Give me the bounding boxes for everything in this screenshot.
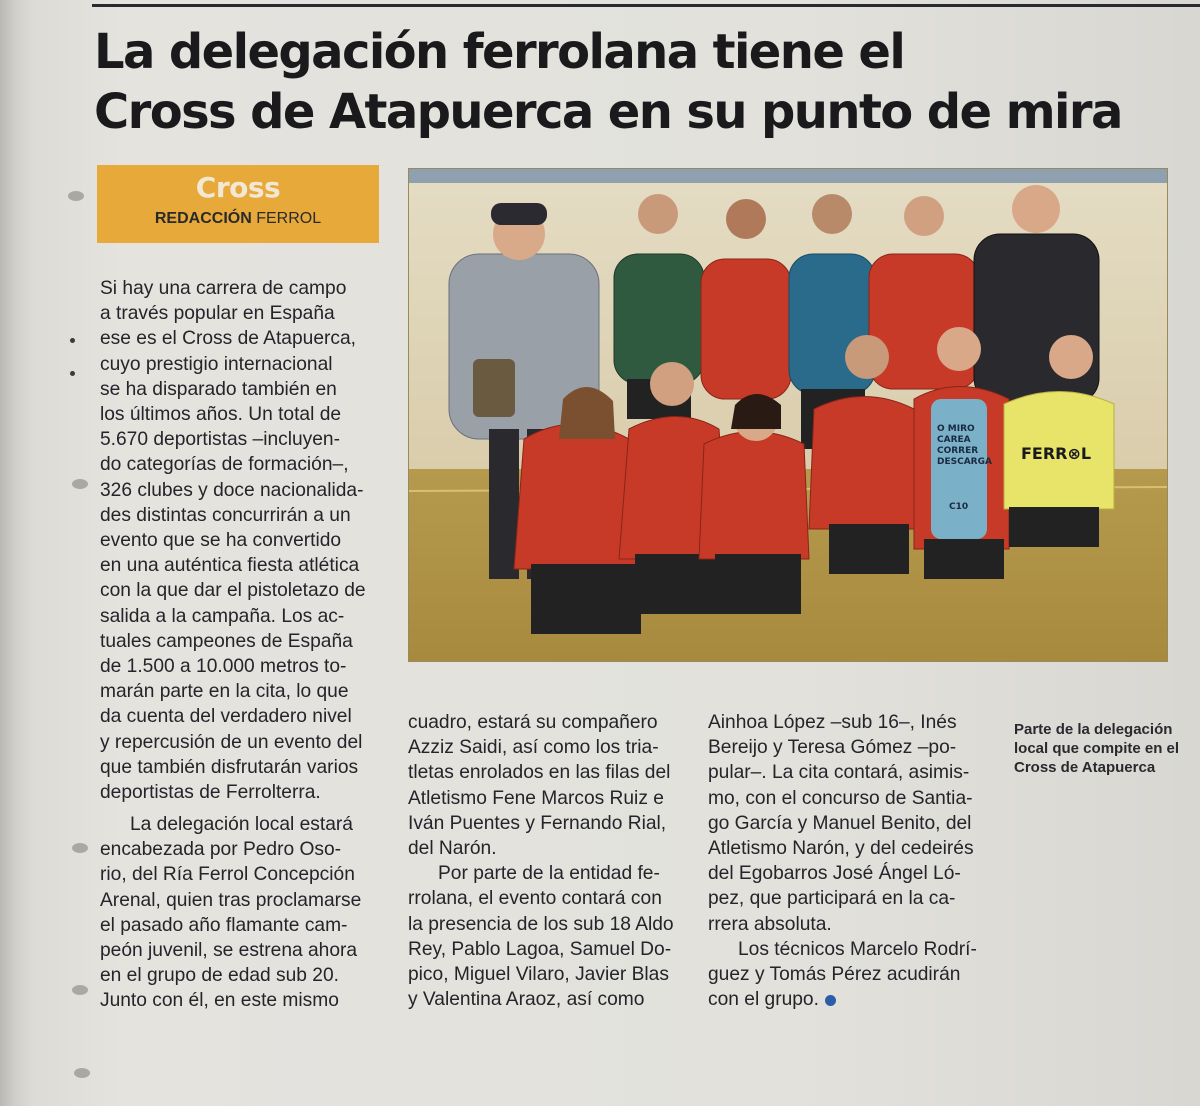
text-line: mo, con el concurso de Santia- xyxy=(708,787,973,809)
end-of-article-mark xyxy=(825,995,836,1006)
margin-dot xyxy=(70,371,75,376)
headline-line-1: La delegación ferrolana tiene el xyxy=(94,24,905,80)
punch-hole xyxy=(72,843,88,853)
text-line: marán parte en la cita, lo que xyxy=(100,681,349,703)
text-line: Arenal, quien tras proclamarse xyxy=(100,889,362,911)
text-line: del Egobarros José Ángel Ló- xyxy=(708,863,961,885)
text-line: do categorías de formación–, xyxy=(100,454,349,476)
text-line: pez, que participará en la ca- xyxy=(708,888,956,910)
shirt-lettering: FERR⊗L xyxy=(1021,444,1092,463)
text-line: da cuenta del verdadero nivel xyxy=(100,706,352,728)
text-line: deportistas de Ferrolterra. xyxy=(100,782,321,804)
headline-line-2: Cross de Atapuerca en su punto de mira xyxy=(94,84,1122,140)
text-line: Si hay una carrera de campo xyxy=(100,278,347,299)
text-line: cuyo prestigio internacional xyxy=(100,353,333,375)
page-binding-edge xyxy=(0,0,34,1106)
text-line: a través popular en España xyxy=(100,303,335,325)
text-line: Atletismo Fene Marcos Ruiz e xyxy=(408,787,664,809)
shirt-number: C10 xyxy=(949,502,969,512)
text-line: Azziz Saidi, así como los tria- xyxy=(408,737,659,759)
text-line: y repercusión de un evento del xyxy=(100,731,363,753)
text-line: Bereijo y Teresa Gómez –po- xyxy=(708,737,957,759)
paragraph-3 xyxy=(408,710,682,861)
column-1-bottom xyxy=(100,812,380,1014)
text-line: del Narón. xyxy=(408,838,497,860)
column-1-top xyxy=(100,276,380,805)
text-line: Rey, Pablo Lagoa, Samuel Do- xyxy=(408,938,672,960)
text-line: en una auténtica fiesta atlética xyxy=(100,555,360,577)
text-line: peón juvenil, se estrena ahora xyxy=(100,940,358,962)
text-line: y Valentina Araoz, así como xyxy=(408,989,645,1011)
text-line: de 1.500 a 10.000 metros to- xyxy=(100,656,347,678)
text-line: que también disfrutarán varios xyxy=(100,756,359,778)
text-line: Por parte de la entidad fe- xyxy=(438,863,660,885)
team-photo xyxy=(408,168,1168,662)
text-line: se ha disparado también en xyxy=(100,378,337,400)
headline xyxy=(94,22,1184,142)
text-line: des distintas concurrirán a un xyxy=(100,504,351,526)
shirt-line: O MIRO xyxy=(937,424,975,434)
text-line: rio, del Ría Ferrol Concepción xyxy=(100,864,355,886)
byline-strong: REDACCIÓN xyxy=(154,210,252,227)
text-line: rrolana, el evento contará con xyxy=(408,888,662,910)
text-line: Los técnicos Marcelo Rodrí- xyxy=(738,938,977,960)
paragraph-5 xyxy=(708,710,984,937)
byline xyxy=(97,209,379,229)
paragraph-1 xyxy=(100,276,380,805)
text-line: encabezada por Pedro Oso- xyxy=(100,839,342,861)
punch-hole xyxy=(68,191,84,201)
text-line: salida a la campaña. Los ac- xyxy=(100,605,345,627)
text-line: La delegación local estará xyxy=(130,814,353,835)
paragraph-4 xyxy=(408,861,682,1012)
shirt-line: CORRER xyxy=(937,446,979,456)
top-rule xyxy=(92,4,1200,7)
text-line: Iván Puentes y Fernando Rial, xyxy=(408,812,667,834)
text-line: el pasado año flamante cam- xyxy=(100,914,348,936)
text-line: evento que se ha convertido xyxy=(100,530,342,552)
punch-hole xyxy=(72,985,88,995)
punch-hole xyxy=(74,1068,90,1078)
text-line: con la que dar el pistoletazo de xyxy=(100,580,366,602)
text-line: Atletismo Narón, y del cedeirés xyxy=(708,838,974,860)
text-line: pular–. La cita contará, asimis- xyxy=(708,762,970,784)
text-line: go García y Manuel Benito, del xyxy=(708,812,972,834)
section-tag xyxy=(97,165,379,243)
column-2 xyxy=(408,710,682,1012)
shirt-line: CAREA xyxy=(937,435,971,445)
text-line: 326 clubes y doce nacionalida- xyxy=(100,479,364,501)
text-line: cuadro, estará su compañero xyxy=(408,712,658,733)
text-line: Ainhoa López –sub 16–, Inés xyxy=(708,712,957,733)
text-line: la presencia de los sub 18 Aldo xyxy=(408,913,674,935)
column-3 xyxy=(708,710,984,1012)
text-line: tuales campeones de España xyxy=(100,630,353,652)
text-line: los últimos años. Un total de xyxy=(100,404,342,426)
text-line: pico, Miguel Vilaro, Javier Blas xyxy=(408,964,669,986)
paragraph-2 xyxy=(100,812,380,1014)
punch-hole xyxy=(72,479,88,489)
team-photo-illustration xyxy=(409,169,1167,661)
text-line: 5.670 deportistas –incluyen- xyxy=(100,429,340,451)
text-line: guez y Tomás Pérez acudirán xyxy=(708,964,961,986)
margin-dot xyxy=(70,338,75,343)
text-line: rrera absoluta. xyxy=(708,913,832,935)
shirt-line: DESCARGA xyxy=(937,457,992,467)
text-line: Junto con él, en este mismo xyxy=(100,990,339,1012)
paragraph-6 xyxy=(708,937,984,1013)
text-line: ese es el Cross de Atapuerca, xyxy=(100,328,356,350)
text-line: tletas enrolados en las filas del xyxy=(408,762,671,784)
photo-caption: Parte de la delegación local que compite en el Cross de Atapuerca xyxy=(1014,721,1180,776)
text-line: con el grupo. xyxy=(708,989,819,1011)
byline-location: FERROL xyxy=(251,210,322,227)
text-line: en el grupo de edad sub 20. xyxy=(100,965,339,987)
section-label: Cross xyxy=(195,171,281,204)
